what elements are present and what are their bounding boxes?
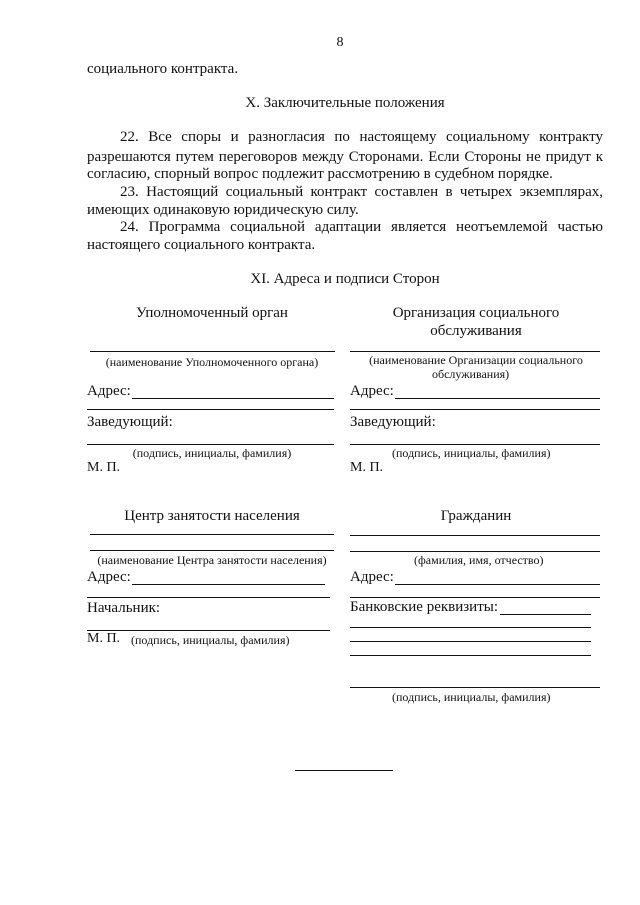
page-number: 8	[336, 35, 344, 50]
organization-signature-line	[350, 444, 600, 445]
organization-sign-caption: (подпись, инициалы, фамилия)	[392, 446, 551, 460]
citizen-sign-caption: (подпись, инициалы, фамилия)	[392, 690, 551, 704]
clause-22-line-3: согласию, спорный вопрос подлежит рассмотрению в судебном порядке.	[87, 166, 553, 182]
citizen-bank-line-2	[350, 627, 591, 628]
employment-center-sign-caption: (подпись, инициалы, фамилия)	[131, 633, 290, 647]
authority-heading: Уполномоченный орган	[136, 305, 288, 321]
organization-name-line	[350, 351, 600, 352]
citizen-name-line-2	[350, 551, 600, 552]
clause-23-line-1: 23. Настоящий социальный контракт составлен в четырех экземплярах,	[120, 184, 603, 200]
citizen-address-line	[395, 584, 600, 585]
employment-center-address-line	[132, 584, 325, 585]
employment-center-address-line-2	[87, 597, 330, 598]
authority-signature-line	[87, 444, 334, 445]
organization-address-line-2	[350, 409, 600, 410]
employment-center-stamp: М. П.	[87, 631, 121, 646]
employment-center-address-label: Адрес:	[87, 569, 131, 585]
authority-address-label: Адрес:	[87, 383, 131, 399]
citizen-bank-label: Банковские реквизиты:	[350, 599, 499, 615]
clause-24-line-2: настоящего социального контракта.	[87, 237, 316, 253]
authority-address-line-2	[87, 409, 334, 410]
clause-24-line-1: 24. Программа социальной адаптации является неотъемлемой частью	[120, 219, 603, 235]
authority-stamp: М. П.	[87, 460, 121, 475]
organization-heading-line-1: Организация социального	[392, 305, 560, 321]
citizen-address-label: Адрес:	[350, 569, 394, 585]
closing-separator-line	[295, 770, 393, 771]
organization-stamp: М. П.	[350, 460, 384, 475]
organization-name-caption-line-1: (наименование Организации социального	[369, 353, 583, 367]
authority-head-label: Заведующий:	[87, 414, 173, 430]
citizen-bank-line-3	[350, 641, 591, 642]
citizen-name-caption: (фамилия, имя, отчество)	[414, 553, 544, 567]
employment-center-heading: Центр занятости населения	[124, 508, 300, 524]
organization-address-line	[395, 398, 600, 399]
clause-22-line-2: разрешаются путем переговоров между Сторонами. Если Стороны не придут к	[87, 149, 603, 165]
organization-name-caption-line-2: обслуживания)	[432, 367, 510, 381]
citizen-name-line	[350, 535, 600, 536]
section-11-title: XI. Адреса и подписи Сторон	[250, 271, 440, 287]
organization-address-label: Адрес:	[350, 383, 394, 399]
clause-23-line-2: имеющих одинаковую юридическую силу.	[87, 202, 359, 218]
authority-name-line	[90, 351, 335, 352]
authority-name-caption: (наименование Уполномоченного органа)	[105, 355, 319, 369]
organization-heading-line-2: обслуживания	[430, 323, 522, 339]
intro-tail: социального контракта.	[87, 61, 239, 77]
authority-sign-caption: (подпись, инициалы, фамилия)	[132, 446, 292, 460]
employment-center-name-line	[90, 534, 334, 535]
clause-22-line-1: 22. Все споры и разногласия по настоящему социальному контракту	[120, 129, 603, 145]
citizen-bank-line-4	[350, 655, 591, 656]
organization-head-label: Заведующий:	[350, 414, 436, 430]
citizen-address-line-2	[350, 597, 600, 598]
section-10-title: X. Заключительные положения	[245, 95, 445, 111]
employment-center-signature-line	[87, 630, 330, 631]
citizen-heading: Гражданин	[440, 508, 512, 524]
authority-address-line	[132, 398, 334, 399]
citizen-signature-line	[350, 687, 600, 688]
employment-center-name-caption: (наименование Центра занятости населения)	[97, 553, 327, 567]
employment-center-head-label: Начальник:	[87, 600, 161, 616]
citizen-bank-line	[500, 614, 591, 615]
employment-center-name-line-2	[90, 550, 334, 551]
